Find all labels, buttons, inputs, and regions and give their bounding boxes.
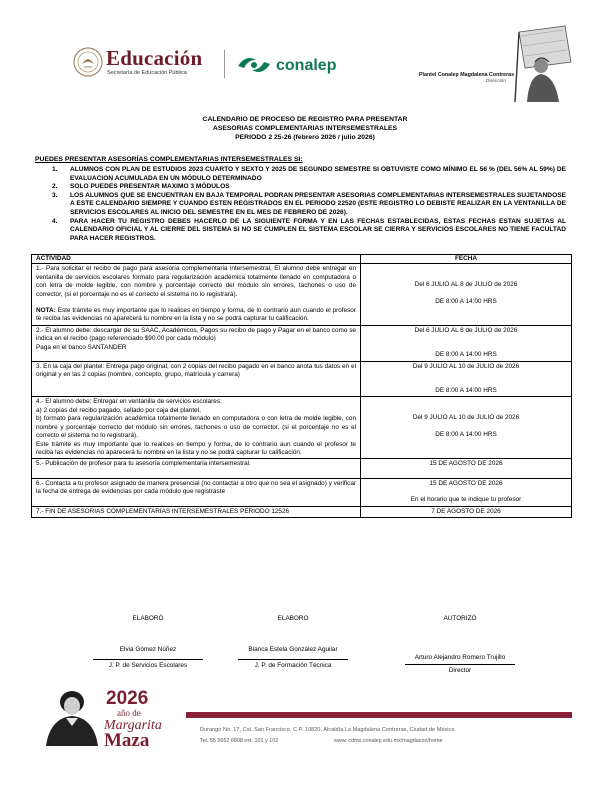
col-activity: ACTIVIDAD [32, 255, 361, 264]
doc-title-line-3: PERIODO 2 25-26 (febrero 2026 / julio 2026) [235, 134, 375, 141]
doc-title-line-2: ASESORIAS COMPLEMENTARIAS INTERSEMESTRALES [212, 125, 398, 132]
table-row [32, 361, 572, 397]
plantel-role: Dirección [486, 79, 506, 84]
eligibility-heading: PUEDES PRESENTAR ASESORÍAS COMPLEMENTARIAS INTERSEMESTRALES SI: [35, 156, 303, 163]
footer-maza: Maza [104, 730, 150, 751]
rule-item: 3. LOS ALUMNOS QUE SE ENCUENTRAN EN BAJA TEMPORAL PODRAN PRESENTAR ASESORIAS COMPLEMENTARIAS INTERSEMESTRALES SUJETANDOSE A ESTE CALENDARIO SIEMPRE Y CUANDO ESTEN REGISTRADOS EN EL PERIODO 22520 (ESTE REGISTRO LO DEBISTE REALIZAR EN LA VENTANILLA DE SERVICIOS ESCOLARES AL INICIO DEL SEMESTRE EN EL MES DE FEBRERO DE 2026). [52, 191, 566, 216]
table-row [32, 506, 572, 517]
signer-name: Blanca Estela González Aguilar [248, 646, 338, 653]
date-cell: Del 9 JULIO AL 10 de JULIO de 2026 DE 8:00 A 14:00 HRS [361, 397, 572, 459]
footer-ano-de: año de [117, 708, 141, 718]
flag-heroine-illustration [505, 22, 577, 104]
eligibility-rules [48, 166, 566, 243]
conalep-logo-icon [234, 52, 274, 78]
footer-margarita: Margarita [104, 718, 162, 733]
table-header-row [32, 255, 572, 264]
table-row [32, 397, 572, 459]
eagle-seal-icon [72, 46, 104, 78]
signature-label: ELABORÓ [132, 615, 164, 622]
signer-name: Elvia Gómez Núñez [119, 646, 177, 653]
signer-role: Director [448, 667, 472, 674]
date-cell: 7 DE AGOSTO DE 2026 [361, 506, 572, 517]
signature-line [238, 659, 348, 660]
schedule-table [31, 254, 572, 518]
conalep-name: conalep [276, 57, 337, 74]
activity-cell: 5.- Publicación de profesor para tu asesoría complementaria intersemestral. [32, 459, 361, 478]
activity-cell: 6.- Contacta a tu profesor asignado de manera presencial (no contactar a otro que no sea el asignado) y verificar la fecha de entrega de evidencias por cada módulo que registraste [32, 478, 361, 506]
footer-bar [186, 712, 572, 718]
signer-name: Arturo Alejandro Romero Trujillo [414, 654, 506, 661]
footer-website: www. cdmx.conalep.edu.mx/magdacon/home [334, 738, 443, 744]
footer-year: 2026 [106, 688, 149, 709]
edu-title: Educación [106, 46, 203, 70]
footer-phone: Tel. 55 5652 6808 ext. 101 y 102 [200, 738, 279, 744]
date-cell: 15 DE AGOSTO DE 2026 [361, 459, 572, 478]
header-divider [224, 50, 225, 78]
activity-cell: 4.- El alumno debe: Entregar en ventanilla de servicios escolares: a) 2 copias del recibo pagado, sellado por caja del plantel, b) formato para regularización académica totalmente llenado en computadora o con letra de molde legible, con nombre y porcentaje correcto del módulo sin errores, tachones o uso de corrector, (si el porcentaje no es el correcto el sistema no lo registrará). Este trámite es muy importante que lo realices en tiempo y forma, de lo contrario aun cuando el profesor te reciba las evidencias no aparecerá tu nombre en la lista y no se podrá capturar tu calificación. [32, 397, 361, 459]
edu-subtitle: Secretaría de Educación Pública [107, 70, 187, 76]
rule-item: 2. SOLO PUEDES PRESENTAR MAXIMO 3 MÓDULOS [52, 183, 230, 191]
activity-cell: 2.- El alumno debe: descargar de su SAAC, Académicos, Pagos su recibo de pago y Pagar en el banco como se indica en el recibo (pago referenciado $90.00 por cada módulo) Paga en el banco SANTANDER [32, 325, 361, 361]
signer-role: J. P. de Formación Técnica [254, 662, 332, 669]
signature-label: ELABORO [277, 615, 309, 622]
rule-item: 4. PARA HACER TU REGISTRO DEBES HACERLO DE LA SIGUIENTE FORMA Y EN LAS FECHAS ESTABLECIDAS, ESTAS FECHAS ESTAN SUJETAS AL CALENDARIO OFICIAL Y AL CIERRE DEL SISTEMA SI NO SE CUMPLEN EL SISTEMA ESCOLAR SE CIERRA Y SERVICIOS ESCOLARES NO TIENE FACULTAD PARA HACER REGISTROS. [52, 217, 566, 242]
table-row [32, 478, 572, 506]
plantel-name: Plantel Conalep Magdalena Contreras [419, 72, 515, 78]
activity-cell: 1.- Para solicitar el recibo de pago para asesoría complementaria intersemestral, El alumno debe entregar en ventanilla de servicios escolares formato para regularización académica totalmente llenado en computadora o con letra de molde legible, con nombre y porcentaje correcto del módulo sin errores, tachones o uso de corrector, (si el porcentaje no es el correcto el sistema no lo registrará). NOTA: Este trámite es muy importante que lo realices en tiempo y forma, de lo contrario aun cuando el profesor te reciba las evidencias no aparecerá tu nombre en la lista y no se podrá capturar tu calificación. [32, 264, 361, 325]
activity-cell: 3. En la caja del plantel: Entrega pago original, con 2 copias del recibo pagado en el banco anota tus datos en el original y en las 2 copias (nombre, concepto, grupo, matrícula y carrera) [32, 361, 361, 397]
table-row [32, 325, 572, 361]
col-date: FECHA [361, 255, 572, 264]
footer-address: Durango No. 17, Col. San Francisco, C.P. 10820, Alcaldía La Magdalena Contreras, Ciudad de México. [200, 727, 457, 733]
signature-line [405, 664, 515, 665]
activity-cell: 7.- FIN DE ASESORIAS COMPLEMENTARIAS INTERSEMESTRALES PERIODO 12526 [32, 506, 361, 517]
table-row [32, 459, 572, 478]
margarita-maza-portrait [40, 686, 104, 746]
table-row [32, 264, 572, 325]
doc-title-line-1: CALENDARIO DE PROCESO DE REGISTRO PARA PRESENTAR [202, 116, 408, 123]
signer-role: J. P. de Servicios Escolares [108, 662, 188, 669]
signature-line [93, 659, 203, 660]
date-cell: Del 9 JULIO AL 10 de JULIO de 2026 DE 8:00 A 14:00 HRS [361, 361, 572, 397]
date-cell: 15 DE AGOSTO DE 2026 En el horario que te indique tu profesor [361, 478, 572, 506]
date-cell: Del 6 JULIO AL 8 de JULIO de 2026 DE 8:00 A 14:00 HRS [361, 264, 572, 325]
signature-label: AUTORIZÓ [443, 615, 477, 622]
date-cell: Del 6 JULIO AL 8 de JULIO de 2026 DE 8:00 A 14:00 HRS [361, 325, 572, 361]
rule-item: 1. ALUMNOS CON PLAN DE ESTUDIOS 2023 CUARTO Y SEXTO Y 2025 DE SEGUNDO SEMESTRE SI OBTUVISTE COMO MÍNIMO EL 56 % (DEL 56% AL 59%) DE EVALUACION ACUMULADA EN UN MÓDULO DETERMINADO [52, 166, 566, 182]
